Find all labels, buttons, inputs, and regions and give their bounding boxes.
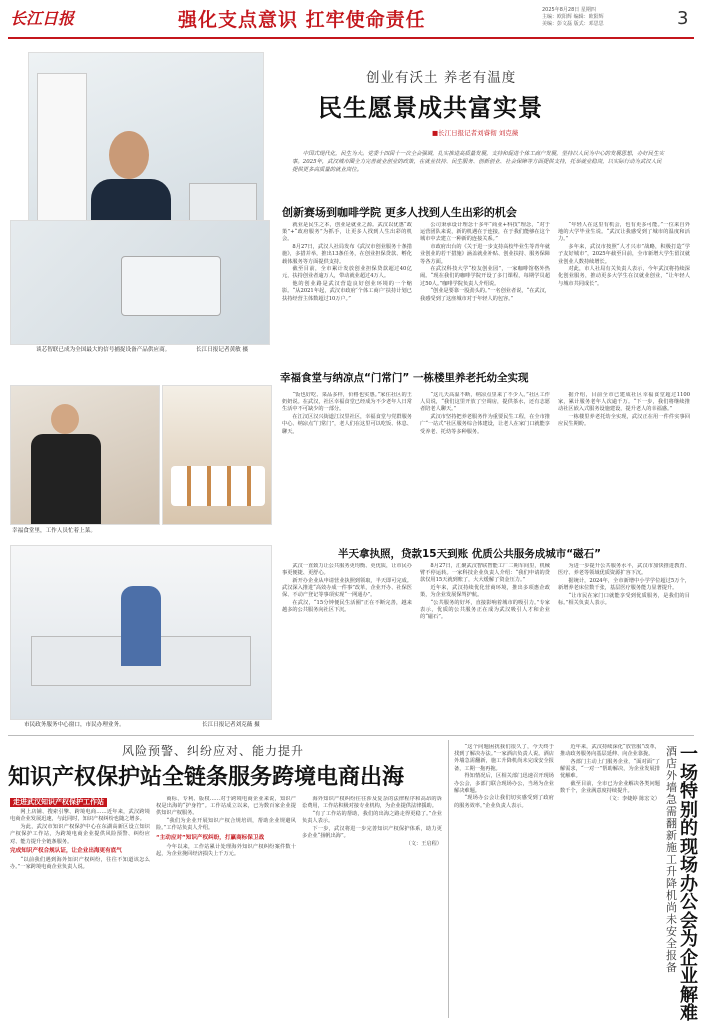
- section1-photo: [10, 220, 270, 345]
- lower-col2: [156, 796, 296, 1018]
- paragraph: 市政府出台的《关于进一步支持高校毕业生等青年就业创业的若干措施》涵盖就业补贴、创业扶持、服务保障等各方面。: [420, 244, 550, 265]
- paragraph: “以前我们遇到海外知识产权纠纷，往往不知道该怎么办。”一家跨境电商企业负责人说。: [10, 856, 150, 871]
- paragraph: 今年以来，工作站累计处理海外知识产权纠纷案件数十起，为企业挽回经济损失上千万元。: [156, 843, 296, 857]
- paragraph: 一栋楼里养老托幼全实现，武汉正在用一件件实事回应民生期盼。: [558, 414, 690, 428]
- lower-col3: [302, 796, 442, 1018]
- paragraph: “创业是要靠一股劲头的。”一名创业者说，“在武汉，我感受到了这座城市对于年轻人的包容。”: [420, 288, 550, 302]
- section1-col3: [558, 222, 690, 362]
- paragraph: 多年来，武汉市按照“人才兴市”战略，积极打造“学子友好城市”，2025年截至目前，全市新增大学生留汉就业创业人数持续增长。: [558, 244, 690, 265]
- paragraph: 下一步，武汉将进一步完善知识产权保护体系，助力更多企业“扬帆出海”。: [302, 825, 442, 840]
- paragraph: “现场办公会让我们切实感受到了政府的服务效率。”企业负责人表示。: [454, 795, 554, 809]
- paragraph: 就业是民生之本，创业是就业之源。武汉以优惠“政策”+“政府服务”为抓手，让更多人找到人生出彩的机会。: [282, 222, 412, 243]
- section3-title: 半天拿执照，贷款15天到账 优质公共服务成城市“磁石”: [338, 548, 602, 560]
- paragraph: “饭也好吃、菜品多样，价格也实惠。”家住社区的王奶奶说。在武汉，社区幸福食堂已经成为不少老年人日常生活中不可缺少的一部分。: [282, 392, 412, 413]
- lower-subhead-3: “主动应对”知识产权纠纷，打赢商标保卫战: [156, 834, 265, 841]
- side-col1: [454, 744, 554, 1018]
- side-vertical-headline: 一场特别的现场办公会为企业解难: [680, 744, 698, 1024]
- masthead-editor: 主编：欧阳辉 编辑：欧阳辉: [542, 14, 604, 20]
- section3-col3: [558, 563, 690, 728]
- paragraph: 得知情况后，区相关部门迅速召开现场办公会，多部门联合现场办公，当场为企业解决难题。: [454, 773, 554, 794]
- paragraph: 为此，武汉市知识产权保护中心在东湖高新区设立知识产权保护工作站，为跨境电商企业提供风险预警、纠纷应对、能力提升全链条服务。: [10, 824, 150, 845]
- paragraph: 在江汉区汉兴街道江汉里社区，幸福食堂与党群服务中心、纳凉点“门常门”，老人们在这里可以吃饭、休息、聊天。: [282, 414, 412, 435]
- masthead-rule: [8, 37, 694, 39]
- section1-title: 创新赛场到咖啡学院 更多人找到人生出彩的机会: [282, 206, 517, 219]
- paragraph: “让市民在家门口就能享受到优质服务，是我们的目标。”相关负责人表示。: [558, 592, 690, 607]
- photo-chef-head: [51, 404, 79, 434]
- section2-col3: [558, 392, 690, 522]
- lower-col1: [10, 796, 150, 1018]
- section2-photo-dishes: [162, 385, 272, 525]
- section2-caption: 幸福食堂里，工作人员忙着上菜。: [12, 528, 96, 534]
- section2-col2: [420, 392, 550, 522]
- masthead-slogan: 强化支点意识 扛牢使命责任: [178, 9, 426, 31]
- photo-lab-device: [121, 256, 221, 316]
- paragraph: “公共服务的好坏，直接影响着城市的吸引力。”专家表示，优质的公共服务正在成为武汉吸引人才和企业的“磁石”。: [420, 600, 550, 621]
- paragraph: 对此，市人社局有关负责人表示，今年武汉将持续深化创业服务，推动更多大学生在汉就业创业，“让年轻人与城市共同成长”。: [558, 266, 690, 287]
- paragraph: “这几天高温不断，纳凉点里来了不少人。”社区工作人员说，“我们这里开放了空调房，提供茶水，还有志愿者陪老人聊天。”: [420, 392, 550, 413]
- byline: （文：李婕婷 陈宏文）: [606, 795, 660, 802]
- paragraph: “我们为企业开展知识产权合规培训，帮助企业规避风险。”工作站负责人介绍。: [156, 818, 296, 832]
- masthead-design: 美编：彭文磊 版式：邓思思: [542, 21, 604, 27]
- paragraph: 近年来，武汉持续深化“放管服”改革，推动政务服务向基层延伸、向企业靠拢。: [560, 744, 660, 758]
- paragraph: 公司秉承设计理念十多年“商业+科技”理念，“对于运营团队来说，新的机遇在于连接，在于我们能够在这个城市中去建立一种新的连接关系。”: [420, 222, 550, 243]
- paragraph: 他的创业路是武汉营造良好创业环境的一个缩影。“从2021年起，武汉市政府‘个体工商户’扶持计划已扶持经营主体数超过10万户。”: [282, 281, 412, 302]
- paragraph: 8月27日，汇聚武汉智联智能工厂二期车间里，机械臂不停运转。一家科技企业负责人介绍：“我们申请的贷款仅用15天就到账了，大大缓解了资金压力。”: [420, 563, 550, 584]
- paragraph: 武汉一直致力让公共服务更均衡、更优质，让市民办事更便捷、更舒心。: [282, 563, 412, 577]
- lower-kicker: 风险预警、纠纷应对、能力提升: [122, 744, 305, 758]
- lead-quote: 中国式现代化，民生为大。党委十四届十一次全会强调，扎实推进高质量发展，支持和促进个体工商户发展，坚持以人民为中心的发展思想，办好民生实事。2025年，武汉城市圈全力完善就业创业的政策，在就业扶持、民生服务、创新创业、社会保障等方面提供支持，托举就业稳岗，以实际行动为武汉人民提供更多高质量的就业岗位。: [292, 151, 664, 173]
- section1-caption: 谈芯智联已成为全国最大的信号捕捉设备产品供应商。: [36, 347, 171, 353]
- lower-subhead-2: 完成知识产权合规认证，让企业出海更有底气: [10, 847, 122, 854]
- paragraph: 为进一步提升公共服务水平，武汉市加快推进教育、医疗、养老等领域优质资源扩容下沉。: [558, 563, 690, 577]
- byline: （文：王启程）: [405, 840, 442, 847]
- section-divider: [8, 735, 694, 736]
- paragraph: 据介绍，目前全市已建成社区幸福食堂超过1100家，累计服务老年人次逾千万。“下一步，我们将继续推动社区嵌入式服务设施建设，提升老人的幸福感。”: [558, 392, 690, 413]
- masthead-date: 2025年8月28日 星期四: [542, 7, 596, 13]
- page-number: 3: [677, 8, 689, 29]
- paragraph: 近年来，武汉持续优化营商环境，推出多项惠企政策，为企业发展保驾护航。: [420, 585, 550, 599]
- paragraph: 8月27日，武汉人社局发布《武汉市创业服务十条措施》，多措并举，推出13条任务，在创业担保贷款、孵化载体服务等方面提供支持。: [282, 244, 412, 265]
- section3-col2: [420, 563, 550, 728]
- masthead-info: [542, 7, 604, 28]
- paragraph: 海外知识产权纠纷往往涉及复杂的法律程序和高昂的诉讼费用，工作站积极对接专业机构，为企业提供法律援助。: [302, 796, 442, 810]
- paragraph: 截至目前，全市累计发放创业担保贷款超过40亿元，扶持创业者逾万人，带动就业超过4万人。: [282, 266, 412, 280]
- section2-title: 幸福食堂与纳凉点“门常门” 一栋楼里养老托幼全实现: [280, 372, 529, 384]
- section1-col2: [420, 222, 550, 362]
- section3-credit: 长江日报记者刘克薇 摄: [202, 722, 260, 728]
- lead-headline: 民生愿景成共富实景: [318, 94, 543, 122]
- paragraph: 在武汉科技大学“校友创业园”，一家咖啡馆格外热闹。“现在我们的咖啡学院开设了多门课程，每期学员超过50人。”咖啡学院负责人介绍说。: [420, 266, 550, 287]
- paragraph: 网上店铺、搜索引擎、跨境电商……近年来，武汉跨境电商企业发展迅速，与此同时，知识产权纠纷也随之增多。: [10, 809, 150, 823]
- lower-headline: 知识产权保护站全链条服务跨境电商出海: [8, 765, 405, 790]
- masthead: [0, 0, 702, 38]
- photo-chef-body: [31, 434, 101, 525]
- paragraph: 据统计，2024年，全市新增中小学学位超过5万个，新增养老床位数千张，基层医疗服务能力显著提升。: [558, 577, 690, 592]
- paragraph: “这个问题困扰我们很久了，今天终于找到了解决办法。”一家酒店负责人说。酒店外墙急需翻新，施工升降机尚未完成安全报备，工期一拖再拖。: [454, 744, 554, 772]
- side-col2: [560, 744, 660, 1018]
- section2-photo: [10, 385, 160, 525]
- section1-credit: 长江日报记者黄敏 摄: [196, 347, 249, 353]
- paragraph: 商标、专利、版权……对于跨境电商企业来说，知识产权是出海的“护身符”。工作站成立以来，已为数百家企业提供知识产权服务。: [156, 796, 296, 817]
- section3-caption: 市民政务服务中心窗口，市民办理业务。: [24, 722, 125, 728]
- paragraph: 武汉市坚持把养老服务作为重要民生工程，在全市推广“一站式”社区服务综合体建设，让老人在家门口就能享受养老、托幼等多种服务。: [420, 414, 550, 435]
- paragraph: “年轻人在这里有机会，也有更多可能。”一位来自外地的大学毕业生说。“武汉让我感受到了城市的温度和活力。”: [558, 222, 690, 243]
- lead-byline: ■长江日报记者刘睿彻 刘克薇: [432, 129, 519, 137]
- photo-person-head: [109, 131, 149, 179]
- section3-col1: [282, 563, 412, 728]
- section1-col1: [282, 222, 412, 362]
- photo-dish-row: [171, 466, 265, 506]
- paragraph: 各部门主动上门服务企业，“面对面”了解需求，“一对一”帮助解决，为企业发展排忧解难。: [560, 758, 660, 780]
- paragraph: “有了工作站的帮助，我们的出海之路走得更稳了。”企业负责人表示。: [302, 810, 442, 825]
- side-divider: [448, 740, 449, 1018]
- section2-col1: [282, 392, 412, 522]
- side-vertical-kicker: 酒店外墙急需翻新施工升降机尚未安全报备: [666, 745, 677, 974]
- paragraph: 新开办企业从申请营业执照到领取，半天即可完成。武汉深入推进“高效办成一件事”改革，企业开办、社保医保、不动产登记等事项实现“一网通办”。: [282, 577, 412, 599]
- lower-subhead-1: 走进武汉知识产权保护工作站: [10, 798, 107, 807]
- paragraph: 在武汉，“15分钟便民生活圈”正在不断完善，越来越多的公共服务向社区下沉。: [282, 600, 412, 614]
- paragraph: 截至目前，全市已为企业解决各类问题数千个，企业满意度持续提升。: [560, 781, 660, 795]
- lead-kicker: 创业有沃土 养老有温度: [366, 70, 517, 86]
- section3-photo: [10, 545, 272, 720]
- masthead-logo: 长江日报: [10, 9, 75, 28]
- photo-worker: [121, 586, 161, 666]
